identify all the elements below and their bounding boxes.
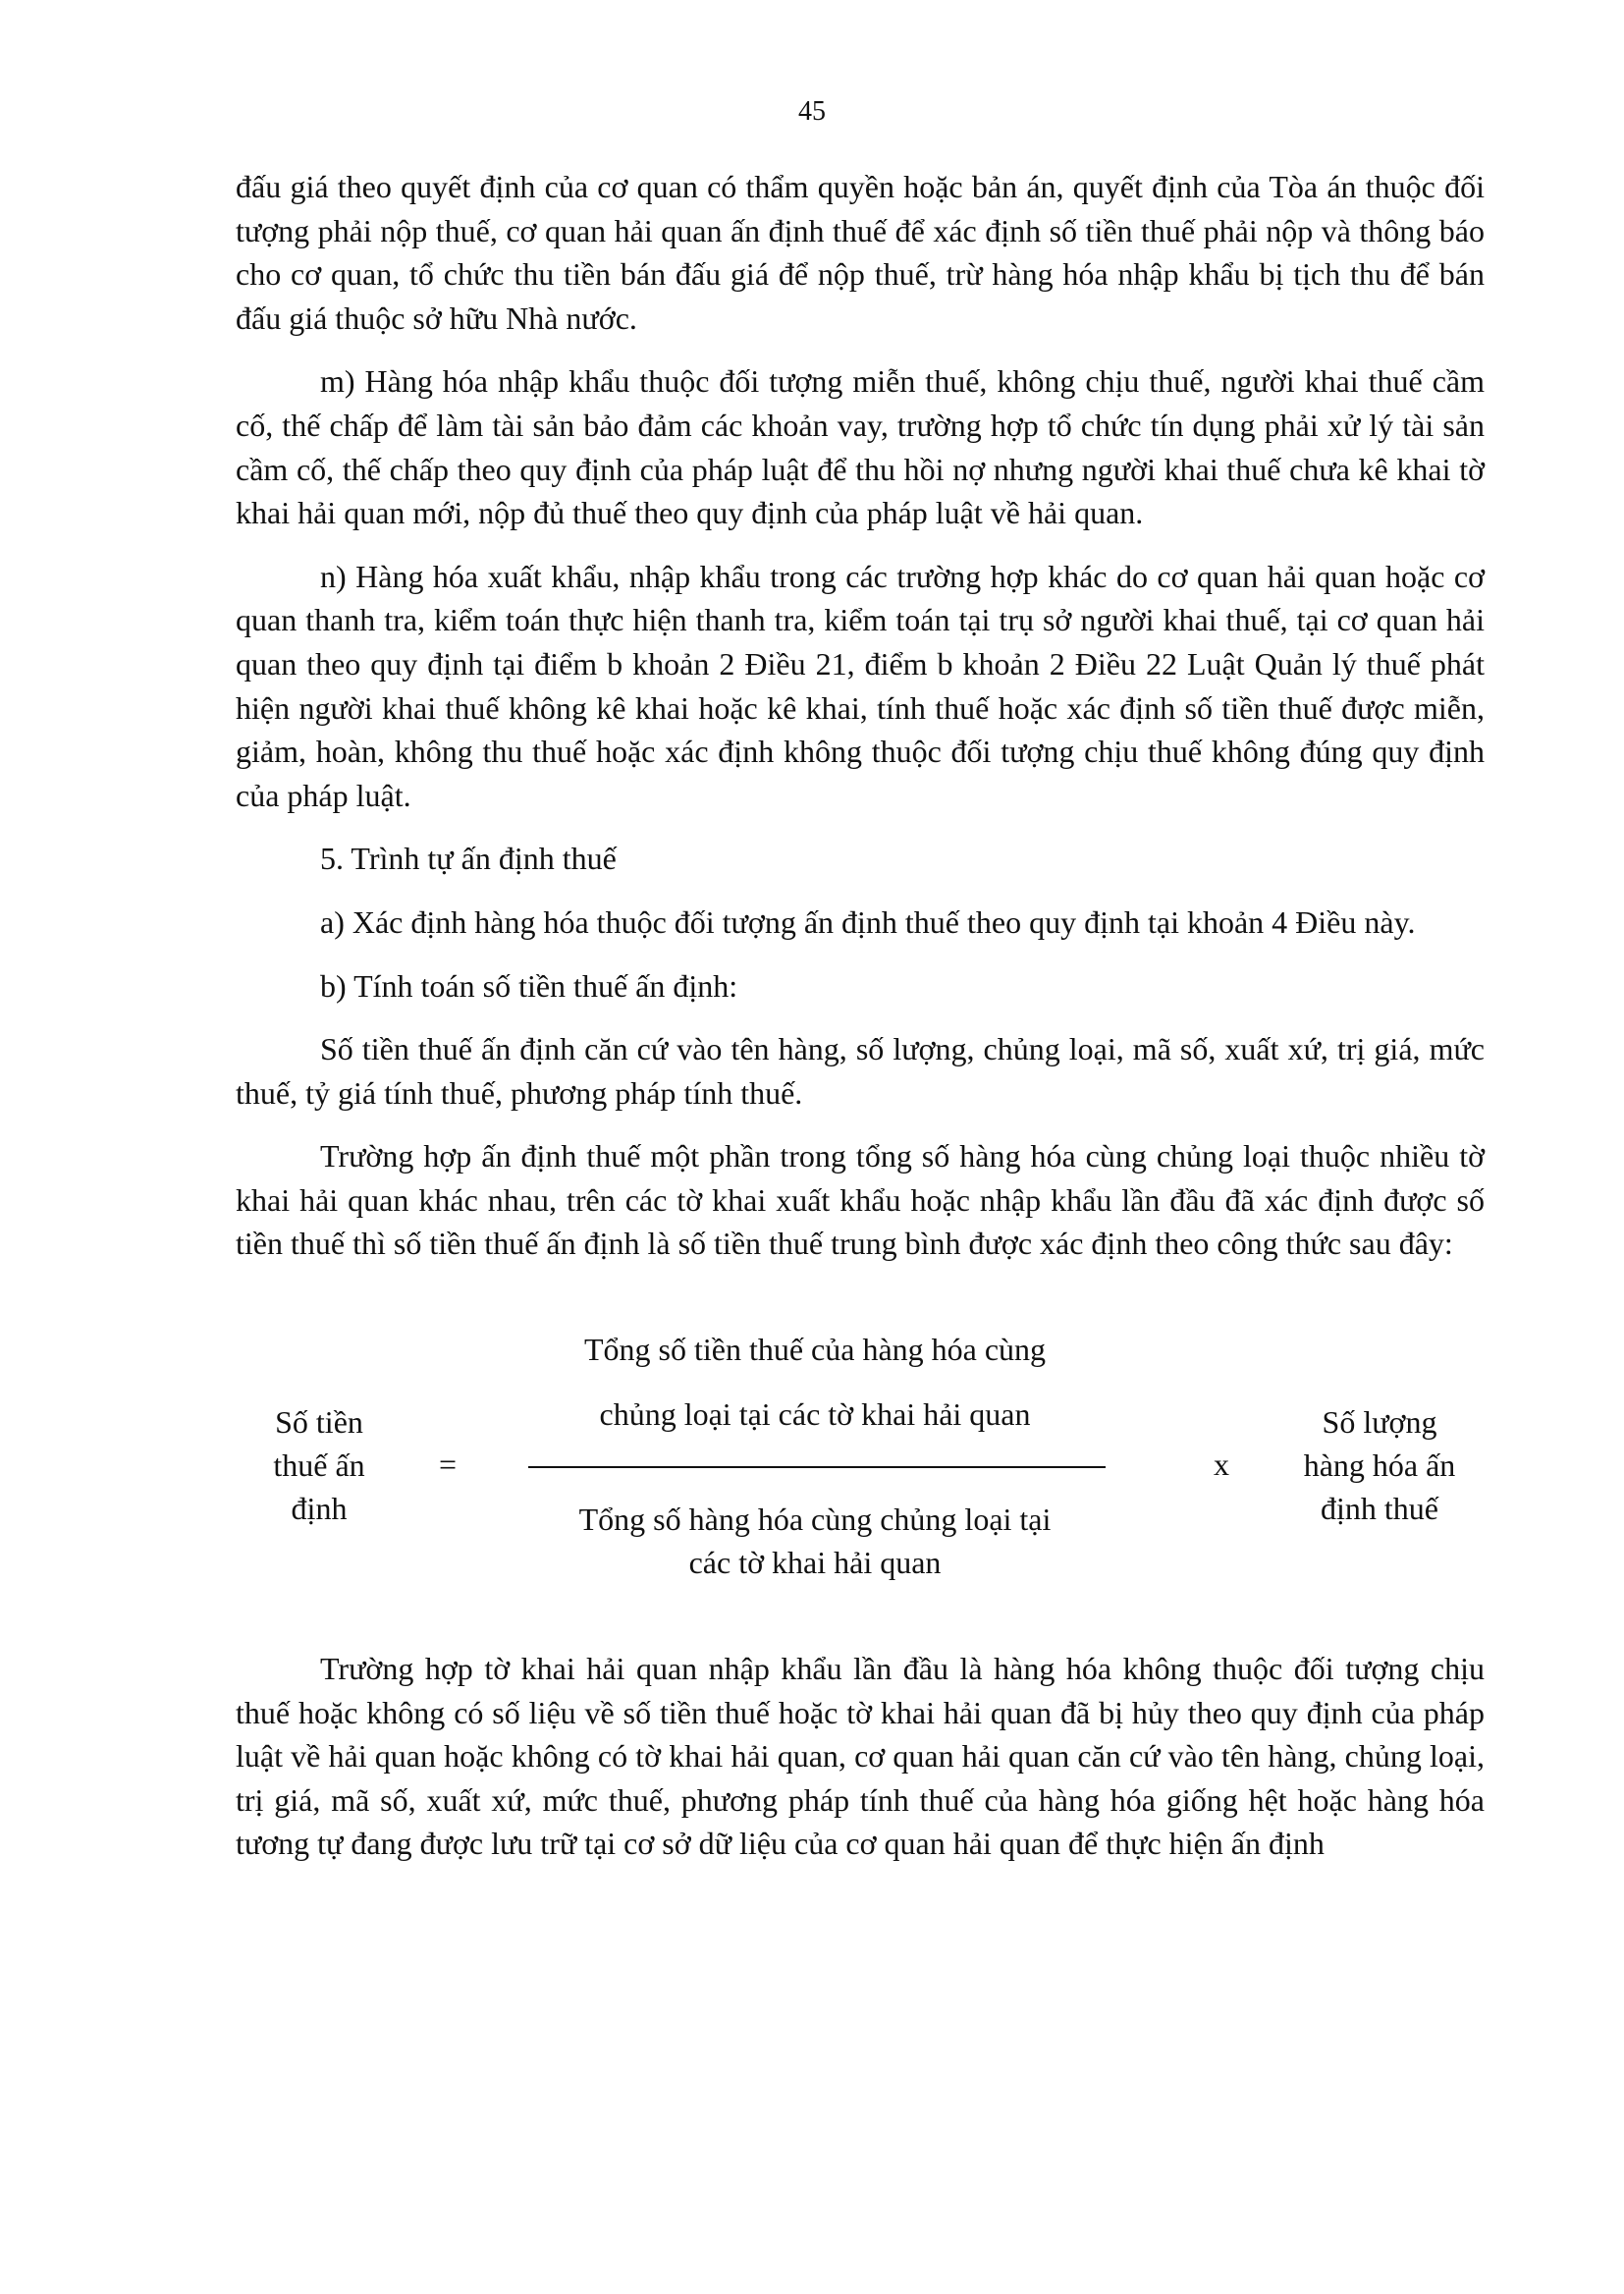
paragraph-item-a: a) Xác định hàng hóa thuộc đối tượng ấn định thuế theo quy định tại khoản 4 Điều này. — [320, 903, 1416, 940]
formula-left-line: thuế ấn — [273, 1447, 365, 1484]
formula-denominator-line: Tổng số hàng hóa cùng chủng loại tại — [578, 1502, 1052, 1538]
formula-numerator — [501, 1317, 1129, 1447]
paragraph-formula-intro: Trường hợp ấn định thuế một phần trong tổng số hàng hóa cùng chủng loại thuộc nhiều tờ khai hải quan khác nhau, trên các tờ khai xuất khẩu hoặc nhập khẩu lần đầu đã xác định được số tiền thuế thì số tiền thuế ấn định là số tiền thuế trung bình được xác định theo công thức sau đây: — [236, 1138, 1485, 1262]
paragraph-first-import-case: Trường hợp tờ khai hải quan nhập khẩu lần đầu là hàng hóa không thuộc đối tượng chịu thuế hoặc không có số liệu về số tiền thuế hoặc tờ khai hải quan đã bị hủy theo quy định của pháp luật về hải quan hoặc không có tờ khai hải quan, cơ quan hải quan căn cứ vào tên hàng, chủng loại, trị giá, mã số, xuất xứ, mức thuế, phương pháp tính thuế của hàng hóa giống hệt hoặc hàng hóa tương tự đang được lưu trữ tại cơ sở dữ liệu của cơ quan hải quan để thực hiện ấn định — [236, 1651, 1485, 1862]
paragraph-item-n: n) Hàng hóa xuất khẩu, nhập khẩu trong các trường hợp khác do cơ quan hải quan hoặc cơ quan thanh tra, kiểm toán thực hiện thanh tra, kiểm toán tại trụ sở người khai thuế, tại cơ quan hải quan theo quy định tại điểm b khoản 2 Điều 21, điểm b khoản 2 Điều 22 Luật Quản lý thuế phát hiện người khai thuế không kê khai hoặc kê khai, tính thuế hoặc xác định số tiền thuế được miễn, giảm, hoàn, không thu thuế hoặc xác định không thuộc đối tượng chịu thuế không đúng quy định của pháp luật. — [236, 558, 1485, 813]
section-heading-5: 5. Trình tự ấn định thuế — [320, 841, 617, 877]
formula-multiply-sign: x — [1214, 1447, 1229, 1483]
formula-numerator-line: Tổng số tiền thuế của hàng hóa cùng — [583, 1332, 1047, 1368]
paragraph-item-b: b) Tính toán số tiền thuế ấn định: — [320, 967, 738, 1004]
formula-left-term — [236, 1400, 403, 1530]
paragraph-item-m: m) Hàng hóa nhập khẩu thuộc đối tượng miễn thuế, không chịu thuế, người khai thuế cầm cố, thế chấp để làm tài sản bảo đảm các khoản vay, trường hợp tổ chức tín dụng phải xử lý tài sản cầm cố, thế chấp theo quy định của pháp luật để thu hồi nợ nhưng người khai thuế chưa kê khai tờ khai hải quan mới, nộp đủ thuế theo quy định của pháp luật về hải quan. — [236, 363, 1485, 531]
formula-left-line: định — [291, 1491, 348, 1527]
paragraph-tax-basis: Số tiền thuế ấn định căn cứ vào tên hàng, số lượng, chủng loại, mã số, xuất xứ, trị giá, mức thuế, tỷ giá tính thuế, phương pháp tính thuế. — [236, 1031, 1485, 1111]
document-body — [236, 165, 1485, 1885]
formula-denominator — [501, 1498, 1129, 1584]
formula-right-term — [1276, 1400, 1483, 1530]
tax-formula — [236, 1317, 1485, 1611]
formula-fraction-bar — [528, 1466, 1106, 1468]
formula-right-line: hàng hóa ấn — [1303, 1447, 1456, 1484]
formula-numerator-line: chủng loại tại các tờ khai hải quan — [599, 1396, 1031, 1433]
formula-equals-sign: = — [439, 1447, 458, 1483]
formula-left-line: Số tiền — [275, 1404, 363, 1441]
page-number: 45 — [798, 96, 826, 127]
formula-right-line: định thuế — [1321, 1491, 1438, 1527]
formula-right-line: Số lượng — [1322, 1404, 1437, 1441]
paragraph-continuation: đấu giá theo quyết định của cơ quan có thẩm quyền hoặc bản án, quyết định của Tòa án thuộc đối tượng phải nộp thuế, cơ quan hải quan ấn định thuế để xác định số tiền thuế phải nộp và thông báo cho cơ quan, tổ chức thu tiền bán đấu giá để nộp thuế, trừ hàng hóa nhập khẩu bị tịch thu để bán đấu giá thuộc sở hữu Nhà nước. — [236, 169, 1485, 336]
formula-denominator-line: các tờ khai hải quan — [688, 1545, 942, 1581]
